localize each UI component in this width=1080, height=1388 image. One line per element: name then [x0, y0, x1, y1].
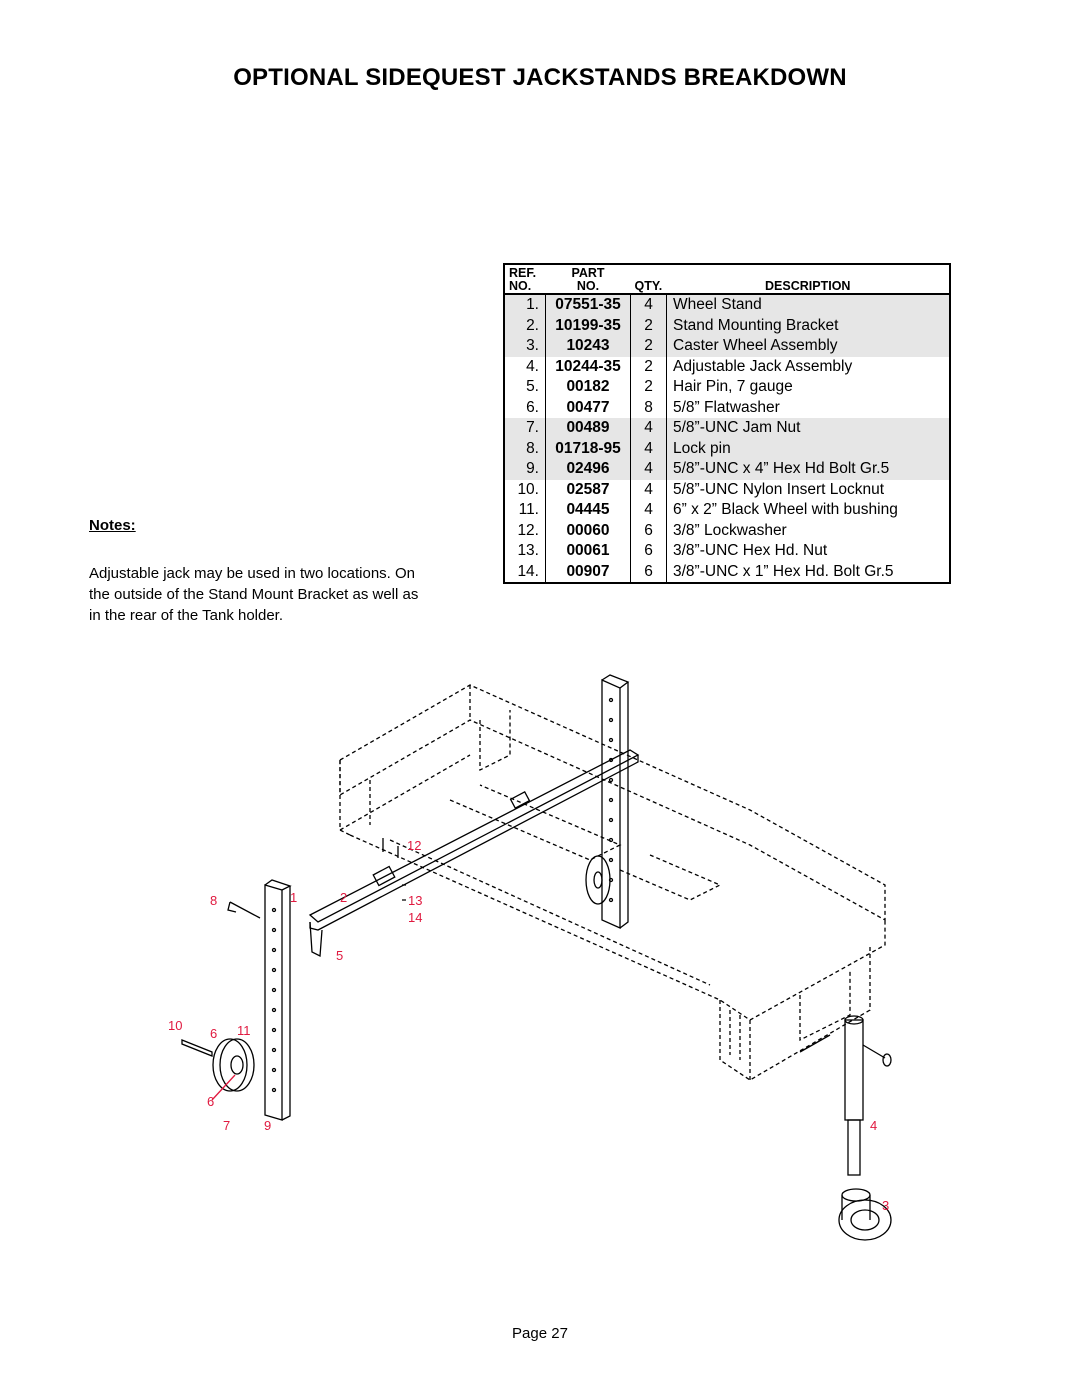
callout-13: 13	[408, 893, 423, 908]
table-row	[505, 398, 949, 419]
description-cell: Stand Mounting Bracket	[667, 316, 950, 337]
callout-7: 7	[223, 1118, 231, 1133]
callout-8: 8	[210, 893, 218, 908]
qty-cell: 4	[631, 459, 667, 480]
parts-table-header	[505, 265, 949, 294]
part-number-cell: 10199-35	[546, 316, 631, 337]
lock-pin	[228, 902, 260, 918]
qty-cell: 2	[631, 336, 667, 357]
ref-cell: 6.	[526, 398, 539, 416]
tank-holder-frame	[340, 685, 885, 1080]
qty-cell: 6	[631, 541, 667, 562]
ref-header-2: NO.	[509, 279, 532, 293]
caster-wheel	[839, 1189, 891, 1240]
ref-cell: 9.	[505, 459, 546, 480]
ref-cell: 4.	[526, 357, 539, 375]
qty-cell: 4	[631, 418, 667, 439]
exploded-diagram	[150, 660, 910, 1280]
qty-cell: 2	[631, 357, 667, 378]
callout-1: 1	[290, 890, 298, 905]
callout-14: 14	[408, 910, 423, 925]
page-title: OPTIONAL SIDEQUEST JACKSTANDS BREAKDOWN	[233, 64, 847, 91]
adjustable-jack	[800, 1016, 891, 1175]
description-header: DESCRIPTION	[765, 279, 851, 293]
callout-5: 5	[336, 948, 344, 963]
description-cell: 3/8”-UNC x 1” Hex Hd. Bolt Gr.5	[673, 562, 894, 580]
description-cell: 5/8”-UNC Nylon Insert Locknut	[673, 480, 885, 498]
qty-cell: 4	[631, 439, 667, 460]
table-row	[505, 336, 949, 357]
callout-6-lower: 6	[207, 1094, 215, 1109]
table-row	[505, 439, 949, 460]
callout-3: 3	[882, 1198, 890, 1213]
part-number-cell: 00907	[546, 562, 631, 583]
qty-cell: 4	[631, 294, 667, 316]
stand-mounting-bracket	[310, 750, 638, 956]
description-cell: Lock pin	[667, 439, 950, 460]
description-cell: Caster Wheel Assembly	[667, 336, 950, 357]
ref-cell: 8.	[505, 439, 546, 460]
callout-4: 4	[870, 1118, 878, 1133]
qty-cell: 4	[631, 480, 667, 501]
qty-header: QTY.	[634, 279, 663, 293]
page-number: Page 27	[512, 1325, 568, 1342]
table-row	[505, 377, 949, 398]
description-cell: 5/8” Flatwasher	[673, 398, 780, 416]
part-number-cell: 04445	[546, 500, 631, 521]
qty-cell: 6	[631, 562, 667, 583]
description-cell: Hair Pin, 7 gauge	[673, 378, 793, 396]
parts-table	[503, 263, 951, 584]
part-number-cell: 10243	[546, 336, 631, 357]
table-row	[505, 562, 949, 583]
part-number-cell: 07551-35	[546, 294, 631, 316]
black-wheel	[213, 1039, 254, 1091]
ref-cell: 12.	[517, 521, 539, 539]
part-header-1: PART	[571, 266, 605, 280]
ref-cell: 3.	[505, 336, 546, 357]
notes-body: Adjustable jack may be used in two locations. On the outside of the Stand Mount Bracket as well as in the rear of the Tank holder.	[89, 565, 419, 624]
qty-cell: 2	[631, 377, 667, 398]
ref-cell: 13.	[517, 542, 539, 560]
description-cell: Adjustable Jack Assembly	[673, 357, 853, 375]
table-row	[505, 500, 949, 521]
table-row	[505, 357, 949, 378]
part-number-cell: 00489	[546, 418, 631, 439]
description-cell: 5/8”-UNC Jam Nut	[667, 418, 950, 439]
qty-cell: 8	[631, 398, 667, 419]
part-number-cell: 01718-95	[546, 439, 631, 460]
wheel-stand-left	[265, 880, 290, 1120]
callout-12: 12	[407, 838, 422, 853]
part-number-cell: 10244-35	[546, 357, 631, 378]
wheel-stand-right	[586, 675, 628, 928]
part-number-cell: 00060	[546, 521, 631, 542]
table-row	[505, 294, 949, 316]
part-header-2: NO.	[576, 279, 600, 293]
ref-cell: 2.	[505, 316, 546, 337]
ref-cell: 11.	[518, 501, 539, 519]
parts-table-body	[505, 294, 949, 582]
part-number-cell: 00061	[546, 541, 631, 562]
qty-cell: 6	[631, 521, 667, 542]
description-cell: 3/8”-UNC Hex Hd. Nut	[673, 542, 828, 560]
table-row	[505, 541, 949, 562]
part-number-cell: 02496	[546, 459, 631, 480]
callout-9: 9	[264, 1118, 272, 1133]
callout-11: 11	[237, 1023, 251, 1038]
callout-2: 2	[340, 890, 348, 905]
ref-header-1: REF.	[509, 266, 537, 280]
ref-cell: 5.	[526, 378, 539, 396]
part-number-cell: 02587	[546, 480, 631, 501]
hardware-13-14	[402, 885, 406, 900]
callout-10: 10	[168, 1018, 183, 1033]
ref-cell: 1.	[505, 294, 546, 316]
table-row	[505, 418, 949, 439]
part-number-cell: 00477	[546, 398, 631, 419]
table-row	[505, 480, 949, 501]
description-cell: 5/8”-UNC x 4” Hex Hd Bolt Gr.5	[667, 459, 950, 480]
description-cell: 6” x 2” Black Wheel with bushing	[673, 501, 898, 519]
hex-bolt	[182, 1040, 212, 1056]
ref-cell: 10.	[517, 480, 539, 498]
ref-cell: 14.	[517, 562, 539, 580]
part-number-cell: 00182	[546, 377, 631, 398]
ref-cell: 7.	[505, 418, 546, 439]
table-row	[505, 521, 949, 542]
callout-6-upper: 6	[210, 1026, 218, 1041]
qty-cell: 2	[631, 316, 667, 337]
table-row	[505, 459, 949, 480]
qty-cell: 4	[631, 500, 667, 521]
table-row	[505, 316, 949, 337]
notes-heading: Notes:	[89, 517, 136, 534]
description-cell: 3/8” Lockwasher	[673, 521, 787, 539]
description-cell: Wheel Stand	[667, 294, 950, 316]
